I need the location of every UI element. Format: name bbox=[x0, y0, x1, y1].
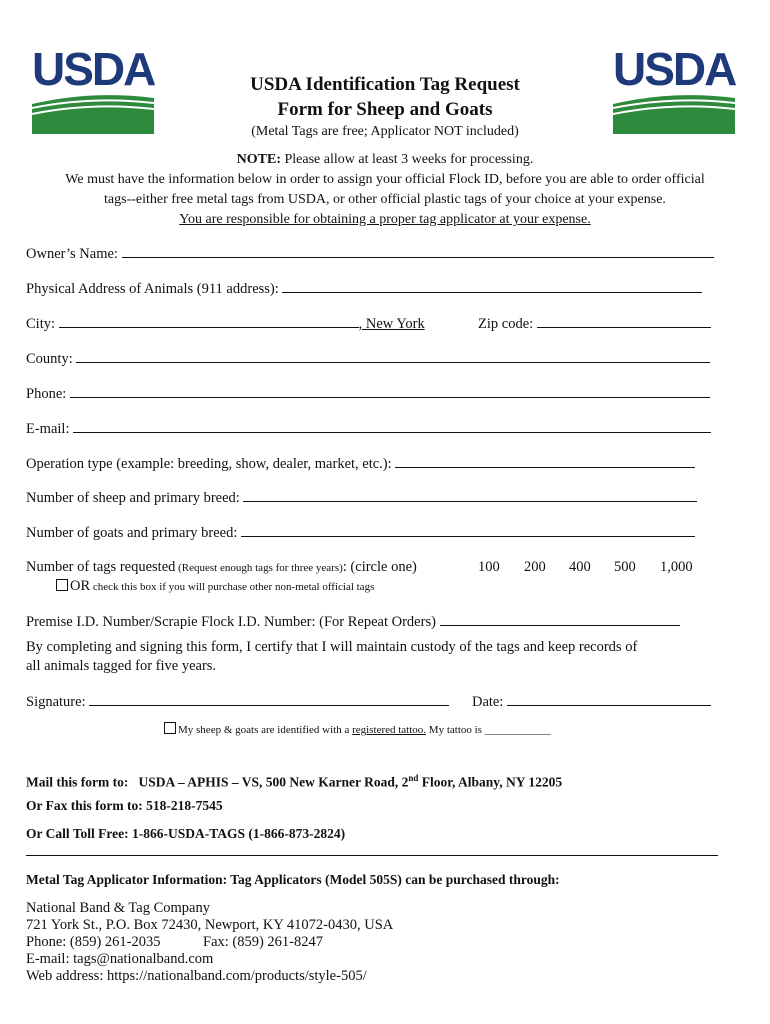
phone-row bbox=[26, 384, 710, 403]
sheep-count-row bbox=[26, 488, 697, 507]
usda-logo-text: USDA bbox=[32, 43, 155, 95]
tag-option-400[interactable]: 400 bbox=[569, 559, 591, 575]
state-label: , New York bbox=[358, 316, 425, 332]
county-row bbox=[26, 349, 710, 368]
form-title-line2: Form for Sheep and Goats bbox=[277, 99, 493, 120]
divider bbox=[26, 855, 718, 856]
non-metal-tags-row bbox=[56, 577, 374, 596]
mail-label: Mail this form to: bbox=[26, 774, 129, 790]
info-line1: We must have the information below in order to assign your official Flock ID, before you are able to order official bbox=[65, 172, 705, 187]
email-row bbox=[26, 419, 711, 438]
company-name: National Band & Tag Company bbox=[26, 900, 210, 916]
mail-row bbox=[26, 769, 562, 792]
goats-count-field[interactable] bbox=[241, 523, 695, 537]
operation-type-field[interactable] bbox=[395, 454, 695, 468]
fax-line: Or Fax this form to: 518-218-7545 bbox=[26, 798, 223, 813]
city-row bbox=[26, 314, 425, 333]
email-field[interactable] bbox=[73, 419, 711, 433]
zip-field[interactable] bbox=[537, 314, 711, 328]
tags-requested-note: (Request enough tags for three years) bbox=[175, 562, 343, 574]
tags-requested-label: Number of tags requested bbox=[26, 559, 176, 575]
premise-id-field[interactable] bbox=[440, 612, 680, 626]
county-label: County: bbox=[26, 351, 73, 367]
operation-type-label: Operation type (example: breeding, show, dealer, market, etc.): bbox=[26, 456, 392, 472]
company-phone: Phone: (859) 261-2035 bbox=[26, 934, 161, 950]
note-text: Please allow at least 3 weeks for processing. bbox=[281, 152, 534, 167]
goats-count-label: Number of goats and primary breed: bbox=[26, 525, 238, 541]
mail-address-post: Floor, Albany, NY 12205 bbox=[418, 774, 563, 790]
mail-address-pre: USDA – APHIS – VS, 500 New Karner Road, 2 bbox=[128, 774, 409, 790]
operation-type-row bbox=[26, 454, 695, 473]
owner-name-label: Owner’s Name: bbox=[26, 246, 118, 262]
company-address: 721 York St., P.O. Box 72430, Newport, KY 41072-0430, USA bbox=[26, 917, 394, 933]
note bbox=[0, 151, 770, 169]
physical-address-row bbox=[26, 279, 702, 298]
signature-field[interactable] bbox=[89, 692, 449, 706]
info-line2: tags--either free metal tags from USDA, or other official plastic tags of your choice at your expense. bbox=[104, 192, 666, 207]
owner-name-row bbox=[26, 244, 714, 263]
or-label: OR bbox=[70, 578, 91, 594]
tag-option-500[interactable]: 500 bbox=[614, 559, 636, 575]
circle-one-label: : (circle one) bbox=[342, 559, 417, 575]
company-web[interactable]: Web address: https://nationalband.com/products/style-505/ bbox=[26, 968, 367, 984]
owner-name-field[interactable] bbox=[122, 244, 714, 258]
phone-label: Phone: bbox=[26, 386, 67, 402]
county-field[interactable] bbox=[76, 349, 710, 363]
city-field[interactable] bbox=[59, 314, 359, 328]
city-label: City: bbox=[26, 316, 56, 332]
phone-field[interactable] bbox=[70, 384, 710, 398]
premise-id-label: Premise I.D. Number/Scrapie Flock I.D. Number: (For Repeat Orders) bbox=[26, 614, 436, 630]
zip-label: Zip code: bbox=[478, 316, 534, 332]
signature-row bbox=[26, 692, 449, 711]
tattoo-checkbox[interactable] bbox=[164, 722, 176, 734]
zip-row bbox=[478, 314, 711, 333]
physical-address-label: Physical Address of Animals (911 address): bbox=[26, 281, 279, 297]
applicator-heading: Metal Tag Applicator Information: Tag Applicators (Model 505S) can be purchased through: bbox=[26, 872, 560, 887]
form-title-line1: USDA Identification Tag Request bbox=[250, 74, 520, 95]
usda-logo-text: USDA bbox=[613, 43, 736, 95]
premise-id-row bbox=[26, 612, 680, 631]
non-metal-tags-text: check this box if you will purchase other non-metal official tags bbox=[90, 581, 375, 593]
date-field[interactable] bbox=[507, 692, 711, 706]
date-row bbox=[472, 692, 711, 711]
tag-option-200[interactable]: 200 bbox=[524, 559, 546, 575]
tags-requested-row bbox=[26, 558, 417, 577]
tag-option-1000[interactable]: 1,000 bbox=[660, 559, 693, 575]
call-line: Or Call Toll Free: 1-866-USDA-TAGS (1-866-873-2824) bbox=[26, 826, 346, 841]
sheep-count-label: Number of sheep and primary breed: bbox=[26, 490, 240, 506]
non-metal-tags-checkbox[interactable] bbox=[56, 579, 68, 591]
tattoo-row bbox=[164, 721, 551, 739]
certify-line1: By completing and signing this form, I certify that I will maintain custody of the tags and keep records of bbox=[26, 639, 638, 655]
mail-address-sup: nd bbox=[408, 773, 419, 783]
goats-count-row bbox=[26, 523, 695, 542]
company-email[interactable]: E-mail: tags@nationalband.com bbox=[26, 951, 214, 967]
tattoo-text-pre: My sheep & goats are identified with a bbox=[178, 724, 353, 736]
note-label: NOTE: bbox=[236, 152, 281, 167]
registered-tattoo-link[interactable]: registered tattoo. bbox=[352, 724, 427, 736]
sheep-count-field[interactable] bbox=[243, 488, 697, 502]
info-line3: You are responsible for obtaining a proper tag applicator at your expense. bbox=[179, 212, 591, 227]
form-subtitle: (Metal Tags are free; Applicator NOT included) bbox=[251, 124, 519, 139]
date-label: Date: bbox=[472, 694, 504, 710]
tag-option-100[interactable]: 100 bbox=[478, 559, 500, 575]
company-fax: Fax: (859) 261-8247 bbox=[203, 934, 324, 950]
certify-line2: all animals tagged for five years. bbox=[26, 658, 217, 674]
tattoo-text-post: My tattoo is ____________ bbox=[426, 724, 551, 736]
physical-address-field[interactable] bbox=[282, 279, 702, 293]
signature-label: Signature: bbox=[26, 694, 86, 710]
email-label: E-mail: bbox=[26, 421, 70, 437]
